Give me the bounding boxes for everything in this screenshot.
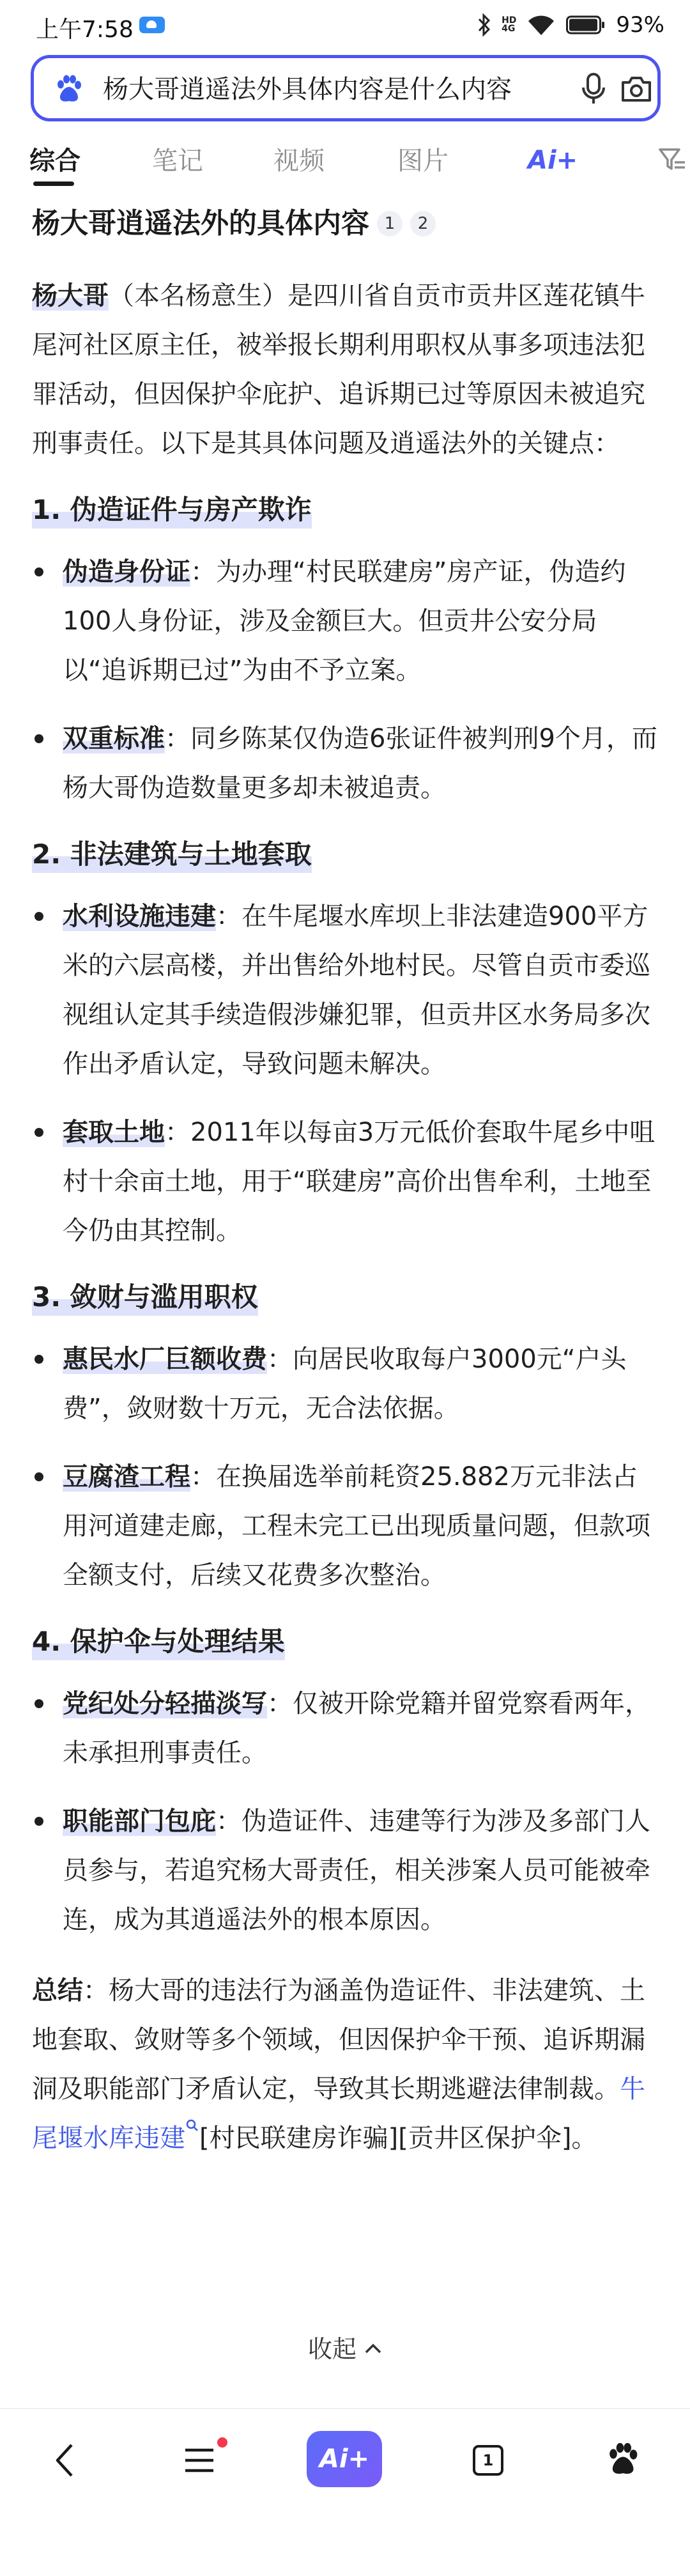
wifi-icon <box>526 13 556 36</box>
network-indicator <box>502 17 516 33</box>
search-input[interactable]: 杨大哥逍遥法外具体内容是什么内容 <box>103 75 512 104</box>
answer-title-text: 杨大哥逍遥法外的具体内容 <box>32 207 369 240</box>
bullet-term: 水利设施违建 <box>63 902 216 931</box>
bullet-text: ：同乡陈某仅伪造6张证件被判刑9个月，而杨大哥伪造数量更多却未被追责。 <box>63 724 657 803</box>
list-item <box>32 548 661 695</box>
section <box>32 813 661 1256</box>
back-icon[interactable] <box>51 2441 79 2480</box>
answer-title <box>32 201 661 246</box>
collapse-label: 收起 <box>307 2335 356 2363</box>
intro-text: （本名杨意生）是四川省自贡市贡井区莲花镇牛尾河社区原主任，被举报长期利用职权从事多项违法犯罪活动，但因保护伞庇护、追诉期已过等原因未被追究刑事责任。以下是其具体问题及逍遥法外的关键点： <box>32 281 645 458</box>
bullet-term: 惠民水厂巨额收费 <box>63 1345 267 1374</box>
baidu-paw-icon <box>53 73 84 104</box>
tab-notes[interactable]: 笔记 <box>152 146 203 176</box>
answer-intro <box>32 272 661 468</box>
bullet-term: 双重标准 <box>63 724 165 753</box>
tab-comprehensive[interactable]: 综合 <box>29 146 80 176</box>
tabs-icon[interactable]: 1 <box>473 2445 503 2476</box>
status-bar <box>0 0 690 52</box>
bullet-term: 职能部门包庇 <box>63 1807 216 1836</box>
bottom-nav <box>0 2422 690 2499</box>
summary-label: 总结 <box>32 1976 83 2005</box>
status-time: 上午7:58 <box>36 17 134 43</box>
section <box>32 1600 661 1945</box>
divider <box>0 2408 690 2409</box>
reference-badge[interactable]: 1 <box>377 211 402 236</box>
intro-name: 杨大哥 <box>32 281 109 311</box>
bullet-term: 套取土地 <box>63 1118 165 1147</box>
chevron-up-icon <box>364 2342 382 2355</box>
list-item <box>32 1679 661 1778</box>
cloud-sync-icon <box>139 17 165 33</box>
summary-tags: [村民联建房诈骗][贡井区保护伞]。 <box>199 2124 597 2153</box>
tab-ai[interactable]: Ai+ <box>528 146 578 175</box>
result-tabs <box>0 134 690 185</box>
baidu-home-icon[interactable] <box>604 2441 640 2477</box>
section-title: 1. 伪造证件与房产欺诈 <box>32 491 312 528</box>
section-title: 4. 保护伞与处理结果 <box>32 1623 285 1660</box>
bullet-text: ：2011年以每亩3万元低价套取牛尾乡中咀村十余亩土地，用于“联建房”高价出售牟利，土地至今仍由其控制。 <box>63 1118 656 1246</box>
network-hd-label: HD <box>502 15 517 26</box>
section <box>32 468 661 813</box>
list-item <box>32 1453 661 1600</box>
bullet-term: 伪造身份证 <box>63 557 190 587</box>
bluetooth-icon <box>477 13 491 37</box>
ai-assistant-button[interactable]: Ai+ <box>307 2431 382 2487</box>
filter-icon[interactable] <box>658 147 686 173</box>
menu-icon[interactable] <box>183 2445 216 2476</box>
battery-percentage: 93% <box>616 12 664 38</box>
section-title: 2. 非法建筑与土地套取 <box>32 836 312 873</box>
tab-images[interactable]: 图片 <box>397 146 448 176</box>
list-item <box>32 1335 661 1433</box>
reference-badge[interactable]: 2 <box>410 211 436 236</box>
bullet-text: ：仅被开除党籍并留党察看两年，未承担刑事责任。 <box>63 1689 650 1768</box>
list-item <box>32 1797 661 1945</box>
list-item <box>32 714 661 813</box>
bullet-term: 豆腐渣工程 <box>63 1462 190 1492</box>
bullet-term: 党纪处分轻描淡写 <box>63 1689 267 1718</box>
notification-dot <box>217 2437 227 2448</box>
section-title: 3. 敛财与滥用职权 <box>32 1279 258 1316</box>
status-icons <box>477 9 664 41</box>
section <box>32 1256 661 1600</box>
microphone-icon[interactable] <box>579 72 608 105</box>
battery-icon <box>566 15 606 35</box>
list-item <box>32 892 661 1089</box>
summary-text: ：杨大哥的违法行为涵盖伪造证件、非法建筑、土地套取、敛财等多个领域，但因保护伞干预、追诉期漏洞及职能部门矛盾认定，导致其长期逃避法律制裁。 <box>32 1976 645 2104</box>
search-small-icon[interactable] <box>185 2118 199 2135</box>
bullet-text: ：为办理“村民联建房”房产证，伪造约100人身份证，涉及金额巨大。但贡井公安分局以“追诉期已过”为由不予立案。 <box>63 557 626 685</box>
bullet-text: ：在换届选举前耗资25.882万元非法占用河道建走廊，工程未完工已出现质量问题，但款项全额支付，后续又花费多次整治。 <box>63 1462 650 1590</box>
answer-summary <box>32 1966 661 2163</box>
bullet-text: ：在牛尾堰水库坝上非法建造900平方米的六层高楼，并出售给外地村民。尽管自贡市委巡视组认定其手续造假涉嫌犯罪，但贡井区水务局多次作出矛盾认定，导致问题未解决。 <box>63 902 650 1079</box>
ai-answer <box>32 201 661 2163</box>
summary-link[interactable]: 牛尾堰水库违建 <box>32 2074 645 2153</box>
bullet-text: ：向居民收取每户3000元“户头费”，敛财数十万元，无合法依据。 <box>63 1345 627 1423</box>
tab-videos[interactable]: 视频 <box>273 146 325 176</box>
network-gen-label: 4G <box>502 24 516 34</box>
collapse-button[interactable] <box>0 2329 690 2368</box>
list-item <box>32 1108 661 1256</box>
bullet-text: ：伪造证件、违建等行为涉及多部门人员参与，若追究杨大哥责任，相关涉案人员可能被牵连，成为其逍遥法外的根本原因。 <box>63 1807 650 1934</box>
camera-icon[interactable] <box>620 73 652 104</box>
search-bar[interactable] <box>31 55 661 121</box>
active-tab-indicator <box>33 181 74 186</box>
